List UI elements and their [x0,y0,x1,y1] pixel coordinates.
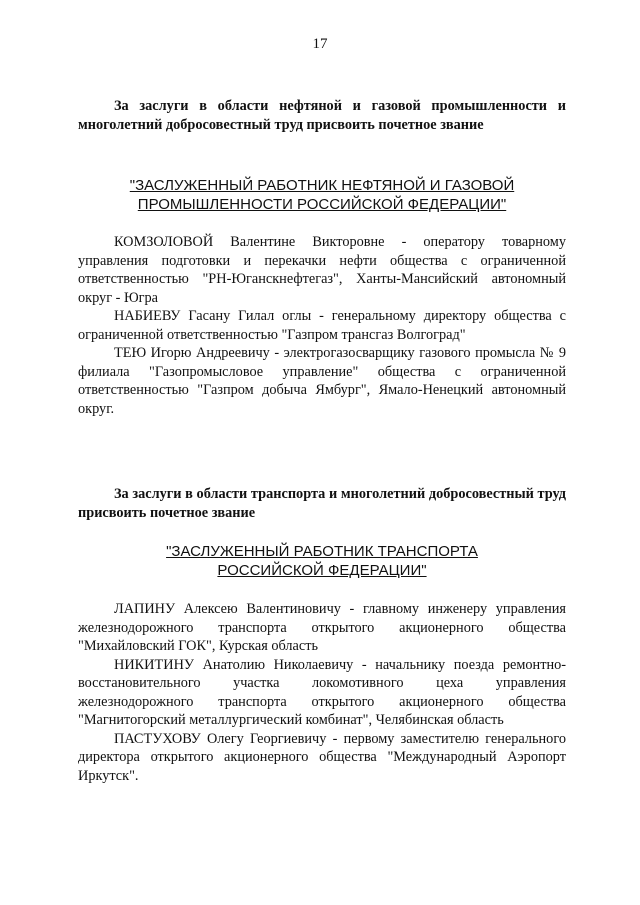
awardee-entry: ПАСТУХОВУ Олегу Георгиевичу - первому заместителю генерального директора открытого акционерного общества "Международный Аэропорт Иркутск". [78,730,566,784]
section-intro: За заслуги в области нефтяной и газовой промышленности и многолетний добросовестный труд присвоить почетное звание [78,98,566,133]
honorary-title-line-1: "ЗАСЛУЖЕННЫЙ РАБОТНИК НЕФТЯНОЙ И ГАЗОВОЙ [129,177,515,194]
honorary-title-line-2: ПРОМЫШЛЕННОСТИ РОССИЙСКОЙ ФЕДЕРАЦИИ" [137,196,507,213]
awardee-entry: КОМЗОЛОВОЙ Валентине Викторовне - оператору товарному управления подготовки и перекачки нефти общества с ограниченной ответственностью "РН-Юганскнефтегаз", Ханты-Мансийский автономный округ - Югра [78,234,566,306]
section-transport [78,485,566,522]
page-number: 17 [312,36,328,52]
awardee-entry: ТЕЮ Игорю Андреевичу - электрогазосварщику газового промысла № 9 филиала "Газопромысловое управление" общества с ограниченной ответственностью "Газпром добыча Ямбург", Ямало-Ненецкий автономный округ. [78,345,566,417]
section-oil-gas-title [78,176,566,214]
honorary-title-line-1: "ЗАСЛУЖЕННЫЙ РАБОТНИК ТРАНСПОРТА [166,543,478,560]
section-oil-gas-awardees [78,233,566,418]
section-transport-awardees [78,600,566,785]
honorary-title-line-2: РОССИЙСКОЙ ФЕДЕРАЦИИ" [217,562,427,579]
section-intro: За заслуги в области транспорта и многолетний добросовестный труд присвоить почетное звание [78,486,566,521]
awardee-entry: НИКИТИНУ Анатолию Николаевичу - начальнику поезда ремонтно-восстановительного участка локомотивного цеха управления железнодорожного транспорта открытого акционерного общества "Магнитогорский металлургический комбинат", Челябинская область [78,656,566,728]
section-transport-title [78,542,566,580]
section-oil-gas [78,97,566,134]
awardee-entry: НАБИЕВУ Гасану Гилал оглы - генеральному директору общества с ограниченной ответственностью "Газпром трансгаз Волгоград" [78,308,566,343]
awardee-entry: ЛАПИНУ Алексею Валентиновичу - главному инженеру управления железнодорожного транспорта открытого акционерного общества "Михайловский ГОК", Курская область [78,601,566,654]
